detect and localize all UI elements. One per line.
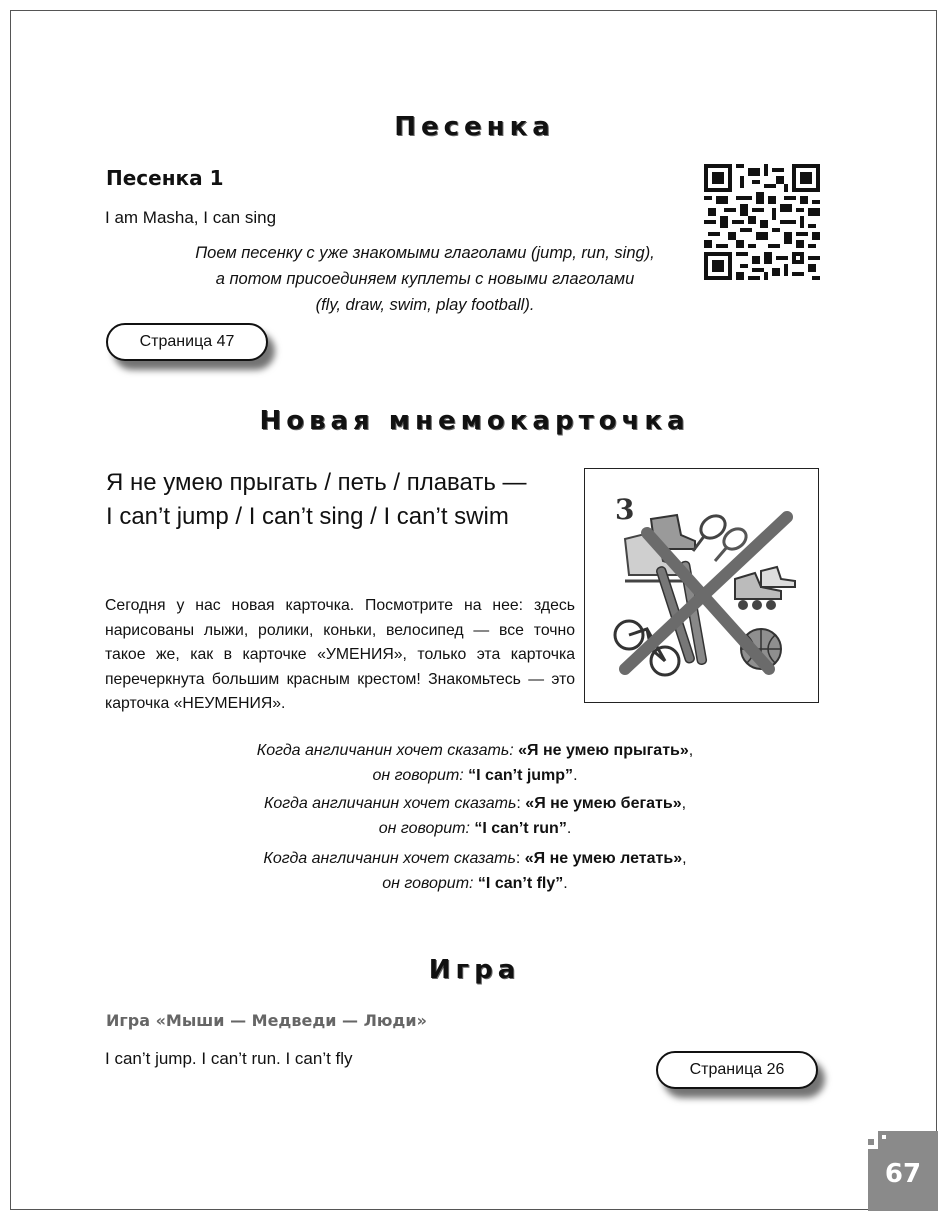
card-phrase — [106, 466, 527, 534]
example-en: “I can’t run” — [474, 820, 567, 837]
game-title: Игра «Мыши — Медведи — Люди» — [106, 1011, 427, 1030]
page-ref-button[interactable]: Страница 47 — [106, 323, 268, 361]
card-phrase-ru: Я не умею прыгать / петь / плавать — — [106, 469, 527, 496]
page-number-tab — [868, 1131, 938, 1211]
song-note-line: Поем песенку с уже знакомыми глаголами (jump, run, sing), — [195, 244, 655, 262]
example-ru: «Я не умею бегать» — [525, 795, 682, 812]
example-lead: Когда англичанин хочет сказать — [263, 850, 516, 867]
page-ref-button[interactable]: Страница 26 — [656, 1051, 818, 1089]
section-header-song: Песенка — [394, 112, 555, 142]
song-note — [150, 240, 700, 318]
example-1: Когда англичанин хочет сказать: «Я не умею прыгать», он говорит: “I can’t jump”. — [256, 742, 694, 784]
example-ru: «Я не умею прыгать» — [518, 742, 689, 759]
card-number: 3 — [615, 493, 635, 526]
game-line: I can’t jump. I can’t run. I can’t fly — [105, 1049, 353, 1068]
example-3: Когда англичанин хочет сказать: «Я не умею летать», он говорит: “I can’t fly”. — [263, 850, 687, 892]
crossed-sports-icon — [585, 469, 817, 701]
example-lead: Когда англичанин хочет сказать: — [256, 742, 519, 759]
song-title: Песенка 1 — [106, 166, 224, 190]
example-mid: он говорит: — [382, 875, 478, 892]
card-phrase-en: I can’t jump / I can’t sing / I can’t swim — [106, 503, 509, 530]
example-lead: Когда англичанин хочет сказать — [263, 795, 517, 812]
section-header-card: Новая мнемокарточка — [259, 406, 690, 436]
section-header-game: Игра — [428, 955, 521, 985]
mnemonic-card-image — [584, 468, 819, 703]
card-description: Сегодня у нас новая карточка. Посмотрите на нее: здесь нарисованы лыжи, ролики, коньки, велосипед — все точно такое же, как в карточке «УМЕНИЯ», только эта карточка перечеркнута большим красным крестом! Знакомьтесь — это карточка «НЕУМЕНИЯ». — [105, 597, 575, 712]
example-ru: «Я не умею летать» — [524, 850, 683, 867]
song-line: I am Masha, I can sing — [105, 208, 277, 227]
page-number: 67 — [884, 1159, 922, 1189]
song-note-line: а потом присоединяем куплеты с новыми глаголами — [215, 270, 635, 288]
example-en: “I can’t fly” — [477, 875, 564, 892]
song-note-line: (fly, draw, swim, play football). — [315, 296, 535, 314]
example-2: Когда англичанин хочет сказать: «Я не умею бегать», он говорит: “I can’t run”. — [263, 795, 687, 837]
example-mid: он говорит: — [372, 767, 469, 784]
qr-code-icon[interactable] — [703, 164, 821, 280]
example-en: “I can’t jump” — [468, 767, 574, 784]
example-mid: он говорит: — [378, 820, 475, 837]
